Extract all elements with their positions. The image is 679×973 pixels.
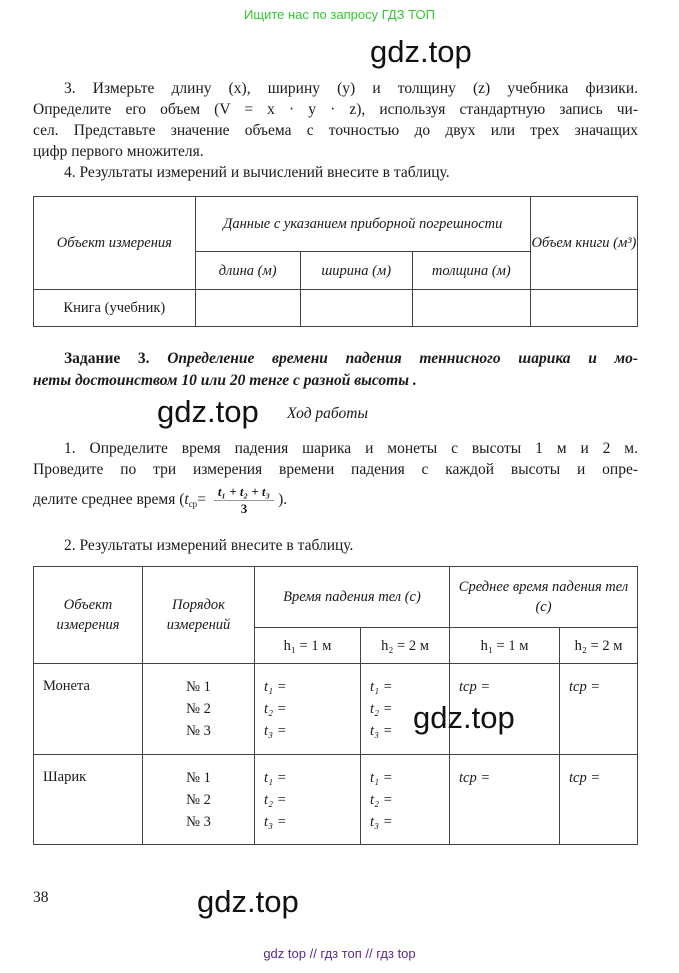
- header-data: Данные с указанием приборной погрешности: [195, 197, 530, 252]
- header-volume: Объем книги (м³): [530, 197, 637, 290]
- t-entry: t₂ =: [264, 792, 287, 808]
- cell-thickness[interactable]: [412, 290, 530, 327]
- average-fraction: [214, 484, 274, 517]
- t-entry: t₃ =: [264, 723, 287, 739]
- measurement-numbers: [143, 664, 255, 755]
- header-height-2: h₂ = 2 м: [361, 628, 450, 664]
- t-entry: t₃ =: [370, 814, 393, 830]
- t-entry: t₁ =: [264, 770, 287, 786]
- row-label-book: Книга (учебник): [34, 290, 196, 327]
- t-entry: t₁ =: [370, 770, 393, 786]
- t-entry: t₃ =: [370, 723, 393, 739]
- search-banner[interactable]: Ищите нас по запросу ГДЗ ТОП: [244, 7, 435, 22]
- t-entry: t₂ =: [264, 701, 287, 717]
- paragraph-line: Проведите по три измерения времени падения с каждой высоты и опре-: [33, 461, 638, 478]
- header-thickness: толщина (м): [412, 252, 530, 290]
- fraction-numerator: t₁ + t₂ + t₃: [214, 484, 274, 501]
- book-measurement-table: [33, 196, 638, 327]
- measurement-number: № 3: [186, 814, 211, 830]
- time-cell-h1[interactable]: [255, 755, 361, 845]
- watermark: gdz.top: [197, 884, 299, 919]
- header-object: Объект измерения: [34, 197, 196, 290]
- t-entry: t₃ =: [264, 814, 287, 830]
- avg-entry: tср =: [459, 679, 491, 695]
- avg-cell-h2[interactable]: [560, 755, 638, 845]
- header-order: Порядок измерений: [143, 567, 255, 664]
- formula-close: ).: [278, 491, 288, 509]
- avg-cell-h1[interactable]: [450, 755, 560, 845]
- cell-volume[interactable]: [530, 290, 637, 327]
- formula-text: делите среднее время (: [33, 491, 185, 509]
- header-fall-time: Время падения тел (с): [255, 567, 450, 628]
- measurement-number: № 2: [186, 701, 211, 717]
- workflow-heading: Ход работы: [287, 405, 368, 422]
- measurement-number: № 3: [186, 723, 211, 739]
- paragraph-line: 3. Измерьте длину (x), ширину (y) и толщину (z) учебника физики.: [64, 80, 638, 97]
- formula-eq: =: [197, 491, 206, 509]
- avg-entry: tср =: [459, 770, 491, 786]
- watermark: gdz.top: [413, 700, 515, 735]
- footer-links[interactable]: gdz top // гдз топ // гдз top: [263, 946, 416, 961]
- row-label: Шарик: [34, 755, 143, 845]
- t-entry: t₂ =: [370, 792, 393, 808]
- t-entry: t₁ =: [264, 679, 287, 695]
- table-row-coin: [34, 664, 638, 755]
- paragraph-line: сел. Представьте значение объема с точностью до двух или трех значащих: [33, 122, 638, 139]
- fall-time-table: [33, 566, 638, 845]
- row-label: Монета: [34, 664, 143, 755]
- avg-entry: tср =: [569, 770, 601, 786]
- watermark: gdz.top: [157, 394, 259, 429]
- cell-length[interactable]: [195, 290, 300, 327]
- header-average-time: Среднее время падения тел (с): [450, 567, 638, 628]
- time-cell-h1[interactable]: [255, 664, 361, 755]
- table-row-ball: [34, 755, 638, 845]
- formula-line: [33, 484, 287, 517]
- header-width: ширина (м): [300, 252, 412, 290]
- paragraph-line: цифр первого множителя.: [33, 143, 204, 160]
- paragraph-line: 1. Определите время падения шарика и монеты с высоты 1 м и 2 м.: [64, 440, 638, 457]
- formula-sub: ср: [188, 499, 198, 510]
- t-entry: t₂ =: [370, 701, 393, 717]
- task-title-2: неты достоинством 10 или 20 тенге с разной высоты .: [33, 372, 417, 389]
- measurement-numbers: [143, 755, 255, 845]
- fraction-denominator: 3: [240, 501, 248, 516]
- header-object: Объект измерения: [34, 567, 143, 664]
- paragraph-line: 4. Результаты измерений и вычислений внесите в таблицу.: [64, 164, 450, 181]
- paragraph-line: 2. Результаты измерений внесите в таблицу.: [64, 537, 354, 554]
- cell-width[interactable]: [300, 290, 412, 327]
- page-number: 38: [33, 889, 49, 906]
- formula-t: t: [184, 491, 189, 509]
- measurement-number: № 2: [186, 792, 211, 808]
- time-cell-h2[interactable]: [361, 755, 450, 845]
- measurement-number: № 1: [186, 770, 211, 786]
- t-entry: t₁ =: [370, 679, 393, 695]
- watermark: gdz.top: [370, 34, 472, 69]
- header-avg-height-1: h₁ = 1 м: [450, 628, 560, 664]
- avg-cell-h2[interactable]: [560, 664, 638, 755]
- header-height-1: h₁ = 1 м: [255, 628, 361, 664]
- paragraph-line: Определите его объем (V = x · y · z), используя стандартную запись чи-: [33, 101, 638, 118]
- avg-entry: tср =: [569, 679, 601, 695]
- measurement-number: № 1: [186, 679, 211, 695]
- header-avg-height-2: h₂ = 2 м: [560, 628, 638, 664]
- task-label: Задание 3.: [64, 350, 150, 367]
- header-length: длина (м): [195, 252, 300, 290]
- task-title: [64, 348, 638, 369]
- task-title-1: Определение времени падения теннисного шарика и мо-: [167, 350, 638, 367]
